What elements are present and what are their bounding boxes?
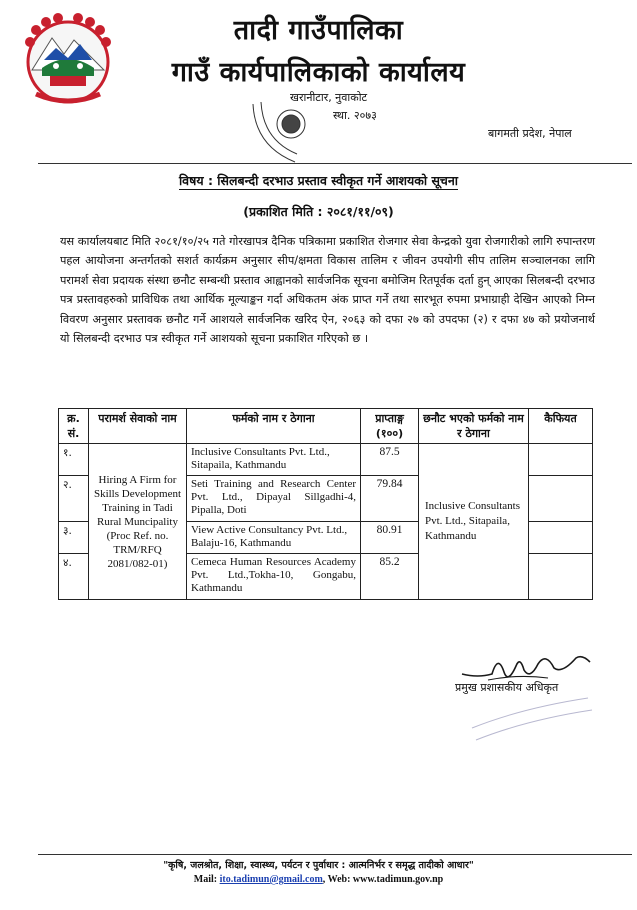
remarks-cell [529, 522, 593, 554]
service-name-cell: Hiring A Firm for Skills Development Training in Tadi Rural Muncipality (Proc Ref. no. TRM/RFQ 2081/082-01) [89, 444, 187, 600]
signatory-title: प्रमुख प्रशासकीय अधिकृत [455, 681, 559, 694]
score-cell: 87.5 [361, 444, 419, 476]
score-cell: 79.84 [361, 476, 419, 522]
header-sn: क्र. सं. [59, 409, 89, 444]
footer-divider [38, 854, 632, 855]
established-year: स्था. २०७३ [333, 109, 377, 122]
row-sn: २. [59, 476, 89, 522]
remarks-cell [529, 444, 593, 476]
row-sn: ३. [59, 522, 89, 554]
office-title: गाउँ कार्यपालिकाको कार्यालय [171, 57, 466, 88]
row-sn: १. [59, 444, 89, 476]
row-sn: ४. [59, 554, 89, 600]
bid-evaluation-table [58, 408, 593, 600]
notice-subject-text: विषय : सिलबन्दी दरभाउ प्रस्ताव स्वीकृत गर्ने आशयको सूचना [178, 173, 459, 188]
notice-subject [0, 172, 637, 189]
header-selected-firm: छनौट भएको फर्मको नाम र ठेगाना [419, 409, 529, 444]
header-divider [38, 163, 632, 164]
firm-cell: Inclusive Consultants Pvt. Ltd., Sitapaila, Kathmandu [187, 444, 361, 476]
published-date: (प्रकाशित मिति : २०८१/११/०९) [243, 204, 394, 219]
footer-contact: Mail: ito.tadimun@gmail.com, Web: www.tadimun.gov.np [193, 874, 444, 885]
header-remarks: कैफियत [529, 409, 593, 444]
firm-cell: Seti Training and Research Center Pvt. Ltd., Dipayal Sillgadhi-4, Pipalla, Doti [187, 476, 361, 522]
web-label: Web: [327, 874, 351, 885]
remarks-cell [529, 554, 593, 600]
mail-label: Mail: [193, 874, 218, 885]
official-stamp-icon [462, 694, 597, 744]
table-row [59, 444, 593, 476]
office-address: खरानीटार, नुवाकोट [290, 91, 368, 104]
firm-cell: View Active Consultancy Pvt. Ltd., Balaju-16, Kathmandu [187, 522, 361, 554]
selected-firm-cell: Inclusive Consultants Pvt. Ltd., Sitapaila, Kathmandu [419, 444, 529, 600]
score-cell: 85.2 [361, 554, 419, 600]
remarks-cell [529, 476, 593, 522]
header-firm: फर्मको नाम र ठेगाना [187, 409, 361, 444]
footer-motto: "कृषि, जलश्रोत, शिक्षा, स्वास्थ्य, पर्यटन र पुर्वाधार : आत्मनिर्भर र समृद्ध तादीको आधार" [163, 860, 474, 871]
province-label: बागमती प्रदेश, नेपाल [488, 127, 572, 140]
notice-body: यस कार्यालयबाट मिति २०८१/१०/२५ गते गोरखापत्र दैनिक पत्रिकामा प्रकाशित रोजगार सेवा केन्द्रको युवा रोजगारीको लागि रुपान्तरण पहल आयोजना अन्तर्गतको सशर्त कार्यक्रम अनुसार सीप/क्षमता विकास तालिम र जीवन उपयोगी सीप तालिम सञ्चालनका लागि परामर्श सेवा प्रदायक संस्था छनौट सम्बन्धी प्रस्ताव आह्वानको सार्वजनिक सूचना बमोजिम रितपूर्वक दर्ता हुन् आएका सिलबन्दी दरभाउ पत्र प्रस्तावहरुको प्राविधिक तथा आर्थिक मूल्याङ्कन गर्दा अधिकतम अंक प्राप्त गर्ने तथा सारभूत रुपमा प्रभाग्राही देखिन आएको निम्न विवरण अनुसार प्रस्तावक छनौट गर्ने आशयले सार्वजनिक खरिद ऐन, २०६३ को दफा २७ को उपदफा (२) र दफा ४७ को प्रयोजनार्थ यो सिलबन्दी दरभाउ पत्र स्वीकृत गर्ने आशयको सूचना प्रकाशित गरिएको छ । [60, 235, 595, 346]
office-seal-stamp-icon [245, 96, 329, 168]
website-link[interactable]: www.tadimun.gov.np [352, 874, 444, 885]
header-service: परामर्श सेवाको नाम [89, 409, 187, 444]
header-score: प्राप्ताङ्ग (१००) [361, 409, 419, 444]
score-cell: 80.91 [361, 522, 419, 554]
table-header-row [59, 409, 593, 444]
org-title: तादी गाउँपालिका [233, 15, 404, 46]
firm-cell: Cemeca Human Resources Academy Pvt. Ltd.,Tokha-10, Gongabu, Kathmandu [187, 554, 361, 600]
email-link[interactable]: ito.tadimun@gmail.com [219, 874, 323, 885]
